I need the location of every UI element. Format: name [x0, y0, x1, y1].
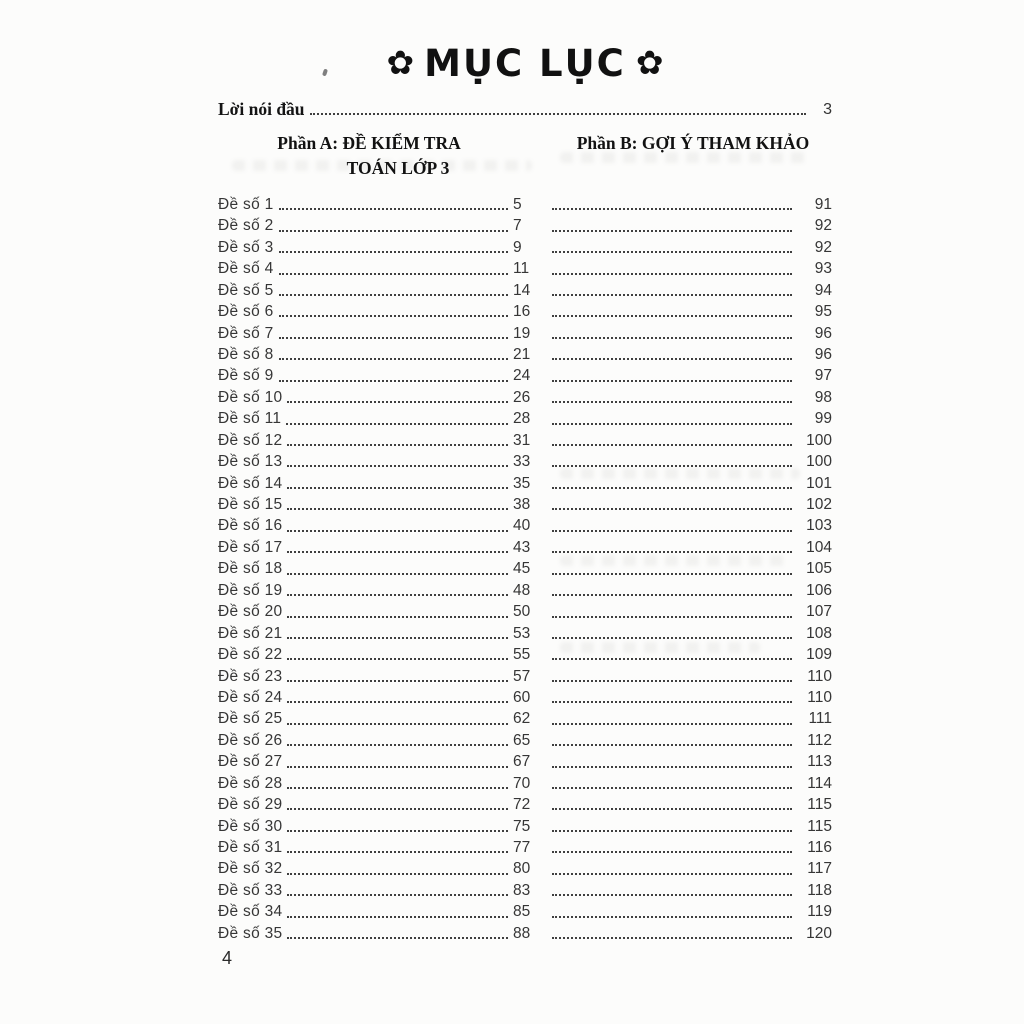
- entry-page-part-a: 38: [513, 496, 531, 514]
- entry-page-part-a: 16: [513, 303, 531, 321]
- entry-page-part-b: 91: [814, 195, 832, 213]
- entry-page-part-b: 99: [814, 410, 832, 428]
- part-a-title-line2: TOÁN LỚP 3: [346, 158, 450, 179]
- entry-page-part-a: 26: [513, 388, 531, 406]
- dot-leader: [552, 423, 792, 425]
- entry-page-part-b: 114: [807, 774, 832, 792]
- entry-page-part-a: 33: [513, 453, 531, 471]
- toc-entry-row: [218, 792, 832, 813]
- entry-label: Đề số 1: [218, 195, 274, 213]
- dot-leader: [552, 251, 792, 253]
- entry-page-part-a: 31: [513, 431, 531, 449]
- entry-label: Đề số 17: [218, 538, 283, 556]
- entry-page-part-a: 9: [513, 238, 522, 256]
- entry-page-part-b: 107: [806, 603, 832, 621]
- dot-leader: [552, 680, 792, 682]
- dot-leader: [287, 851, 508, 853]
- dot-leader: [287, 573, 508, 575]
- entry-label: Đề số 7: [218, 324, 274, 342]
- dot-leader: [552, 380, 792, 382]
- toc-entry-row: [218, 621, 832, 642]
- toc-entry-row: [218, 192, 832, 213]
- entry-page-part-b: 95: [814, 303, 832, 321]
- entry-page-part-b: 116: [807, 839, 832, 857]
- dot-leader: [552, 637, 792, 639]
- page-title: [218, 42, 832, 85]
- entry-label: Đề số 24: [218, 688, 283, 706]
- dot-leader: [279, 337, 508, 339]
- toc-entry-row: [218, 578, 832, 599]
- entry-page-part-b: 106: [806, 581, 832, 599]
- dot-leader: [552, 808, 792, 810]
- dot-leader: [279, 251, 508, 253]
- dot-leader: [552, 830, 792, 832]
- toc-entry-row: [218, 878, 832, 899]
- dot-leader: [552, 787, 792, 789]
- section-header-part-b: Phần B: GỢI Ý THAM KHẢO: [576, 133, 810, 153]
- entry-label: Đề số 10: [218, 388, 283, 406]
- entry-page-part-a: 85: [513, 903, 531, 921]
- dot-leader: [310, 113, 806, 115]
- entry-page-part-b: 94: [814, 281, 832, 299]
- entry-page-part-b: 92: [814, 238, 832, 256]
- entry-page-part-a: 55: [513, 646, 531, 664]
- entry-page-part-b: 119: [807, 903, 832, 921]
- entry-page-part-a: 40: [513, 517, 531, 535]
- entry-page-part-b: 110: [807, 667, 832, 685]
- entry-page-part-b: 96: [814, 324, 832, 342]
- entry-page-part-b: 100: [806, 431, 832, 449]
- entry-page-part-a: 24: [513, 367, 531, 385]
- entry-page-part-b: 97: [814, 367, 832, 385]
- entry-page-part-b: 93: [814, 260, 832, 278]
- dot-leader: [279, 208, 508, 210]
- entry-label: Đề số 11: [218, 410, 282, 428]
- preface-row: [218, 96, 832, 118]
- toc-entry-row: [218, 299, 832, 320]
- entry-label: Đề số 2: [218, 217, 274, 235]
- entry-page-part-a: 48: [513, 581, 531, 599]
- entry-page-part-a: 83: [513, 881, 531, 899]
- toc-entry-row: [218, 663, 832, 684]
- entry-page-part-a: 45: [513, 560, 531, 578]
- dot-leader: [552, 744, 792, 746]
- entry-label: Đề số 32: [218, 860, 283, 878]
- section-headers: [218, 131, 832, 182]
- entry-page-part-b: 102: [806, 496, 832, 514]
- entry-label: Đề số 31: [218, 839, 283, 857]
- dot-leader: [552, 401, 792, 403]
- dot-leader: [552, 273, 792, 275]
- entry-page-part-b: 104: [806, 538, 832, 556]
- entry-page-part-a: 35: [513, 474, 531, 492]
- entry-page-part-b: 110: [807, 688, 832, 706]
- dot-leader: [552, 358, 792, 360]
- entry-page-part-a: 75: [513, 817, 531, 835]
- entry-page-part-a: 77: [513, 839, 531, 857]
- dot-leader: [279, 294, 508, 296]
- entry-page-part-b: 115: [807, 796, 832, 814]
- entry-page-part-b: 103: [806, 517, 832, 535]
- dot-leader: [552, 851, 792, 853]
- entry-page-part-b: 118: [807, 881, 832, 899]
- entry-page-part-a: 14: [513, 281, 531, 299]
- toc-entry-row: [218, 535, 832, 556]
- dot-leader: [287, 894, 508, 896]
- dot-leader: [286, 423, 508, 425]
- toc-entry-list: [218, 192, 832, 942]
- dot-leader: [287, 637, 508, 639]
- entry-page-part-b: 108: [806, 624, 832, 642]
- toc-entry-row: [218, 278, 832, 299]
- dot-leader: [552, 894, 792, 896]
- dot-leader: [279, 273, 508, 275]
- dot-leader: [287, 594, 508, 596]
- toc-entry-row: [218, 320, 832, 341]
- dot-leader: [287, 873, 508, 875]
- entry-page-part-a: 70: [513, 774, 531, 792]
- entry-page-part-a: 88: [513, 924, 531, 942]
- dot-leader: [287, 530, 508, 532]
- toc-entry-row: [218, 856, 832, 877]
- toc-entry-row: [218, 213, 832, 234]
- entry-page-part-a: 11: [513, 260, 530, 278]
- dot-leader: [552, 723, 792, 725]
- entry-label: Đề số 9: [218, 367, 274, 385]
- toc-entry-row: [218, 642, 832, 663]
- entry-page-part-b: 113: [807, 753, 832, 771]
- toc-entry-row: [218, 771, 832, 792]
- entry-label: Đề số 20: [218, 603, 283, 621]
- entry-label: Đề số 22: [218, 646, 283, 664]
- dot-leader: [552, 337, 792, 339]
- entry-label: Đề số 16: [218, 517, 283, 535]
- dot-leader: [287, 766, 508, 768]
- entry-page-part-b: 101: [806, 474, 832, 492]
- entry-label: Đề số 12: [218, 431, 283, 449]
- entry-page-part-a: 7: [513, 217, 522, 235]
- dot-leader: [287, 723, 508, 725]
- dot-leader: [279, 230, 508, 232]
- entry-label: Đề số 33: [218, 881, 283, 899]
- dot-leader: [287, 744, 508, 746]
- dot-leader: [287, 830, 508, 832]
- entry-page-part-a: 80: [513, 860, 531, 878]
- entry-label: Đề số 13: [218, 453, 283, 471]
- toc-entry-row: [218, 235, 832, 256]
- toc-entry-row: [218, 406, 832, 427]
- dot-leader: [552, 616, 792, 618]
- entry-label: Đề số 29: [218, 796, 283, 814]
- toc-entry-row: [218, 513, 832, 534]
- dot-leader: [552, 594, 792, 596]
- entry-page-part-b: 112: [807, 731, 832, 749]
- entry-label: Đề số 4: [218, 260, 274, 278]
- entry-page-part-b: 98: [814, 388, 832, 406]
- entry-page-part-a: 53: [513, 624, 531, 642]
- toc-entry-row: [218, 921, 832, 942]
- entry-label: Đề số 3: [218, 238, 274, 256]
- dot-leader: [287, 808, 508, 810]
- entry-label: Đề số 19: [218, 581, 283, 599]
- preface-page-number: 3: [823, 101, 832, 118]
- entry-page-part-b: 109: [806, 646, 832, 664]
- toc-entry-row: [218, 470, 832, 491]
- dot-leader: [552, 937, 792, 939]
- toc-entry-row: [218, 685, 832, 706]
- entry-page-part-b: 117: [807, 860, 832, 878]
- toc-entry-row: [218, 449, 832, 470]
- toc-entry-row: [218, 813, 832, 834]
- entry-page-part-a: 57: [513, 667, 531, 685]
- dot-leader: [552, 487, 792, 489]
- dot-leader: [287, 401, 508, 403]
- dot-leader: [287, 616, 508, 618]
- entry-label: Đề số 18: [218, 560, 283, 578]
- toc-entry-row: [218, 728, 832, 749]
- dot-leader: [287, 916, 508, 918]
- dot-leader: [552, 701, 792, 703]
- dot-leader: [279, 358, 508, 360]
- entry-page-part-b: 96: [814, 345, 832, 363]
- dot-leader: [552, 766, 792, 768]
- entry-page-part-b: 120: [806, 924, 832, 942]
- dot-leader: [287, 551, 508, 553]
- entry-page-part-a: 21: [513, 345, 531, 363]
- dot-leader: [552, 315, 792, 317]
- entry-label: Đề số 35: [218, 924, 283, 942]
- toc-entry-row: [218, 428, 832, 449]
- toc-content: [218, 0, 832, 942]
- toc-entry-row: [218, 363, 832, 384]
- toc-entry-row: [218, 899, 832, 920]
- dot-leader: [552, 294, 792, 296]
- dot-leader: [279, 380, 508, 382]
- page-title-text: MỤC LỤC: [424, 42, 626, 85]
- dot-leader: [552, 658, 792, 660]
- entry-label: Đề số 6: [218, 303, 274, 321]
- part-a-title-line1: Phần A: ĐỀ KIỂM TRA: [277, 133, 461, 153]
- dot-leader: [552, 208, 792, 210]
- entry-page-part-a: 62: [513, 710, 531, 728]
- dot-leader: [287, 465, 508, 467]
- entry-page-part-a: 50: [513, 603, 531, 621]
- entry-page-part-a: 72: [513, 796, 531, 814]
- entry-label: Đề số 21: [218, 624, 283, 642]
- header-gap: [520, 131, 554, 182]
- dot-leader: [287, 701, 508, 703]
- toc-entry-row: [218, 706, 832, 727]
- entry-label: Đề số 15: [218, 496, 283, 514]
- entry-page-part-b: 111: [808, 710, 832, 728]
- entry-label: Đề số 23: [218, 667, 283, 685]
- dot-leader: [552, 508, 792, 510]
- toc-entry-row: [218, 492, 832, 513]
- dot-leader: [279, 315, 508, 317]
- flower-ornament-icon: ✿: [635, 43, 664, 82]
- entry-page-part-b: 115: [807, 817, 832, 835]
- entry-label: Đề số 25: [218, 710, 283, 728]
- dot-leader: [552, 530, 792, 532]
- dot-leader: [287, 787, 508, 789]
- entry-page-part-b: 100: [806, 453, 832, 471]
- entry-label: Đề số 30: [218, 817, 283, 835]
- entry-label: Đề số 26: [218, 731, 283, 749]
- dot-leader: [552, 444, 792, 446]
- entry-page-part-a: 28: [513, 410, 531, 428]
- entry-page-part-b: 92: [814, 217, 832, 235]
- entry-label: Đề số 28: [218, 774, 283, 792]
- flower-ornament-icon: ✿: [386, 43, 415, 82]
- dot-leader: [552, 230, 792, 232]
- section-header-part-a: [218, 131, 520, 182]
- entry-label: Đề số 8: [218, 345, 274, 363]
- toc-entry-row: [218, 342, 832, 363]
- dot-leader: [287, 487, 508, 489]
- dot-leader: [552, 573, 792, 575]
- page-number-footer: 4: [222, 948, 233, 968]
- entry-page-part-a: 67: [513, 753, 531, 771]
- dot-leader: [287, 658, 508, 660]
- entry-label: Đề số 34: [218, 903, 283, 921]
- entry-label: Đề số 14: [218, 474, 283, 492]
- dot-leader: [552, 916, 792, 918]
- dot-leader: [287, 680, 508, 682]
- entry-page-part-a: 19: [513, 324, 531, 342]
- entry-page-part-a: 5: [513, 195, 522, 213]
- dot-leader: [287, 937, 508, 939]
- entry-label: Đề số 5: [218, 281, 274, 299]
- toc-entry-row: [218, 385, 832, 406]
- dot-leader: [287, 444, 508, 446]
- entry-page-part-b: 105: [806, 560, 832, 578]
- dot-leader: [552, 551, 792, 553]
- entry-page-part-a: 60: [513, 688, 531, 706]
- dot-leader: [552, 873, 792, 875]
- dot-leader: [287, 508, 508, 510]
- entry-label: Đề số 27: [218, 753, 283, 771]
- dot-leader: [552, 465, 792, 467]
- toc-entry-row: [218, 256, 832, 277]
- entry-page-part-a: 65: [513, 731, 531, 749]
- toc-entry-row: [218, 835, 832, 856]
- preface-label: Lời nói đầu: [218, 98, 305, 119]
- toc-entry-row: [218, 749, 832, 770]
- entry-page-part-a: 43: [513, 538, 531, 556]
- toc-entry-row: [218, 556, 832, 577]
- toc-entry-row: [218, 599, 832, 620]
